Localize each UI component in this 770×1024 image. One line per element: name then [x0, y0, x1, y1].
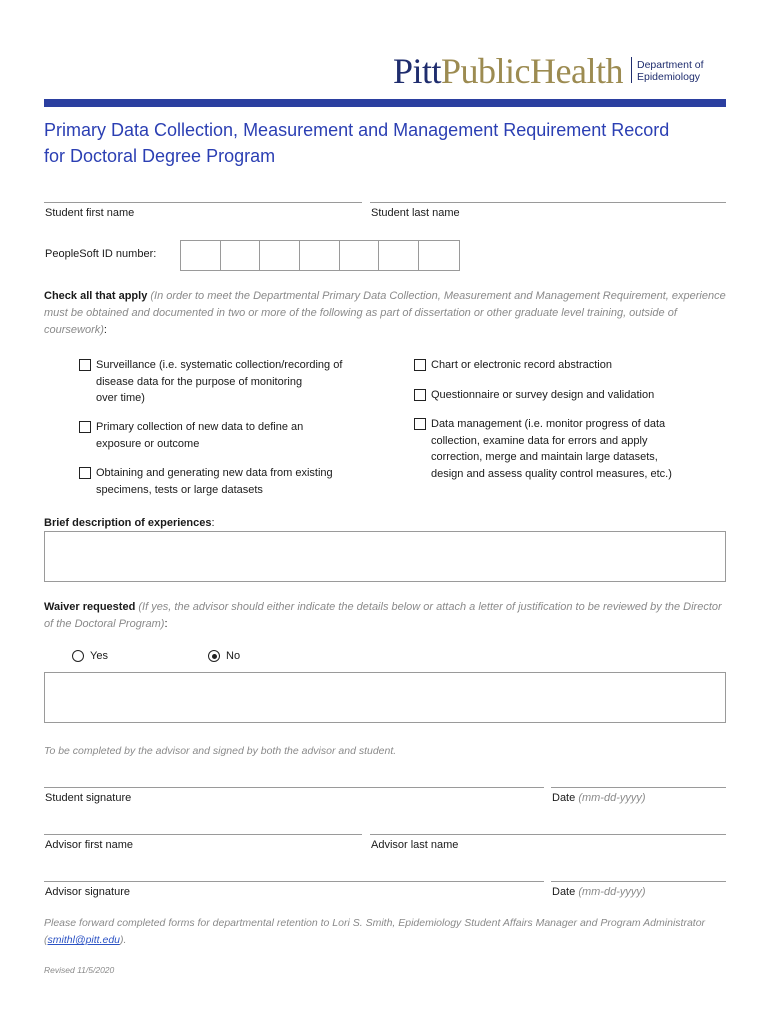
option-chart-abstraction[interactable] — [414, 357, 724, 374]
advisor-first-name-label: Advisor first name — [45, 839, 134, 851]
waiver-yes-option[interactable] — [72, 650, 108, 662]
dept-line1: Department of — [637, 59, 704, 71]
data-management-checkbox[interactable] — [414, 418, 426, 430]
brief-description-colon: : — [211, 517, 215, 529]
advisor-last-name-field[interactable] — [370, 834, 726, 835]
data-management-label-line3: correction, merge and maintain large datasets, — [431, 451, 658, 463]
waiver-label: Waiver requested — [44, 601, 136, 613]
student-signature-label: Student signature — [45, 792, 132, 804]
logo-public-health: PublicHealth — [441, 51, 623, 91]
option-questionnaire[interactable] — [414, 387, 724, 404]
waiver-yes-label: Yes — [90, 650, 108, 662]
id-digit-box[interactable] — [419, 241, 459, 270]
obtaining-data-label-line1: Obtaining and generating new data from existing — [96, 467, 333, 479]
student-first-name-label: Student first name — [45, 207, 135, 219]
option-data-management[interactable] — [414, 416, 724, 482]
advisor-date-format: (mm-dd-yyyy) — [578, 886, 646, 898]
obtaining-data-checkbox[interactable] — [79, 467, 91, 479]
waiver-colon: : — [164, 618, 168, 630]
advisor-first-name-field[interactable] — [44, 834, 362, 835]
advisor-signature-field[interactable] — [44, 881, 544, 882]
surveillance-checkbox[interactable] — [79, 359, 91, 371]
student-date-format: (mm-dd-yyyy) — [578, 792, 646, 804]
id-digit-box[interactable] — [300, 241, 340, 270]
id-digit-box[interactable] — [379, 241, 419, 270]
chart-abstraction-label: Chart or electronic record abstraction — [431, 359, 612, 371]
page-title — [44, 117, 734, 169]
logo-pitt: Pitt — [393, 51, 442, 91]
check-all-instruction: (In order to meet the Departmental Primary Data Collection, Measurement and Management Requirement, experience must be obtained and documented in two or more of the following as part of dissertation or other graduate level training, outside of coursework) — [44, 290, 726, 336]
id-digit-box[interactable] — [181, 241, 221, 270]
chart-abstraction-checkbox[interactable] — [414, 359, 426, 371]
waiver-yes-radio[interactable] — [72, 650, 84, 662]
advisor-date-field[interactable] — [551, 881, 726, 882]
header-rule — [44, 99, 726, 107]
data-management-label-line1: Data management (i.e. monitor progress of data — [431, 418, 666, 430]
student-last-name-label: Student last name — [371, 207, 460, 219]
student-signature-field[interactable] — [44, 787, 544, 788]
forward-end: ). — [120, 934, 127, 946]
student-date-field[interactable] — [551, 787, 726, 788]
surveillance-label-line2: disease data for the purpose of monitoring — [96, 375, 303, 388]
data-management-label-line2: collection, examine data for errors and apply — [431, 434, 648, 447]
waiver-details-textarea[interactable] — [44, 672, 726, 723]
student-first-name-field[interactable] — [44, 202, 362, 203]
surveillance-label-line3: over time) — [96, 392, 145, 404]
questionnaire-label: Questionnaire or survey design and validation — [431, 389, 655, 401]
data-management-label — [431, 416, 672, 482]
id-digit-box[interactable] — [260, 241, 300, 270]
pitt-public-health-logo — [393, 50, 704, 91]
check-all-heading: Check all that apply — [44, 290, 148, 302]
waiver-no-option[interactable] — [208, 650, 240, 662]
primary-collection-checkbox[interactable] — [79, 421, 91, 433]
check-all-colon: : — [103, 324, 107, 336]
questionnaire-checkbox[interactable] — [414, 389, 426, 401]
peoplesoft-id-input[interactable] — [180, 240, 460, 271]
id-digit-box[interactable] — [221, 241, 261, 270]
option-primary-collection[interactable] — [79, 419, 379, 452]
logo-department — [637, 59, 704, 83]
advisor-date-label — [552, 886, 646, 898]
advisor-last-name-label: Advisor last name — [371, 839, 459, 851]
data-management-label-line4: design and assess quality control measures, etc.) — [431, 467, 672, 480]
option-obtaining-data[interactable] — [79, 465, 379, 498]
student-date-label — [552, 792, 646, 804]
advisor-signature-label: Advisor signature — [45, 886, 130, 898]
student-date-text: Date — [552, 792, 576, 804]
advisor-date-text: Date — [552, 886, 576, 898]
brief-description-heading — [44, 515, 215, 532]
surveillance-label-line1: Surveillance (i.e. systematic collection/recording of — [96, 359, 343, 371]
surveillance-label — [96, 357, 342, 407]
email-link[interactable]: smithl@pitt.edu — [47, 934, 121, 946]
check-all-instructions — [44, 288, 726, 339]
dept-line2: Epidemiology — [637, 71, 701, 83]
primary-collection-label-line1: Primary collection of new data to define an — [96, 421, 304, 433]
primary-collection-label-line2: exposure or outcome — [96, 437, 200, 450]
id-digit-box[interactable] — [340, 241, 380, 270]
brief-description-label: Brief description of experiences — [44, 517, 212, 529]
waiver-no-label: No — [226, 650, 241, 662]
forward-text: Please forward completed forms for departmental retention to Lori S. Smith, Epidemiology Student Affairs Manager and Program Administrator ( — [44, 917, 706, 946]
peoplesoft-id-label: PeopleSoft ID number: — [45, 248, 157, 260]
brief-description-textarea[interactable] — [44, 531, 726, 582]
waiver-no-radio[interactable] — [208, 650, 220, 662]
student-last-name-field[interactable] — [370, 202, 726, 203]
title-line1: Primary Data Collection, Measurement and Management Requirement Record — [44, 120, 670, 140]
title-line2: for Doctoral Degree Program — [44, 146, 276, 166]
primary-collection-label — [96, 419, 303, 452]
option-surveillance[interactable] — [79, 357, 379, 407]
advisor-note: To be completed by the advisor and signed by both the advisor and student. — [44, 745, 397, 757]
revised-date: Revised 11/5/2020 — [44, 965, 115, 975]
waiver-instruction: (If yes, the advisor should either indicate the details below or attach a letter of justification to be reviewed by the Director of the Doctoral Program) — [44, 601, 722, 630]
obtaining-data-label — [96, 465, 333, 498]
logo-divider — [631, 57, 632, 83]
waiver-heading — [44, 599, 726, 633]
forward-instructions — [44, 915, 726, 949]
logo-wordmark — [393, 51, 623, 91]
obtaining-data-label-line2: specimens, tests or large datasets — [96, 483, 263, 496]
